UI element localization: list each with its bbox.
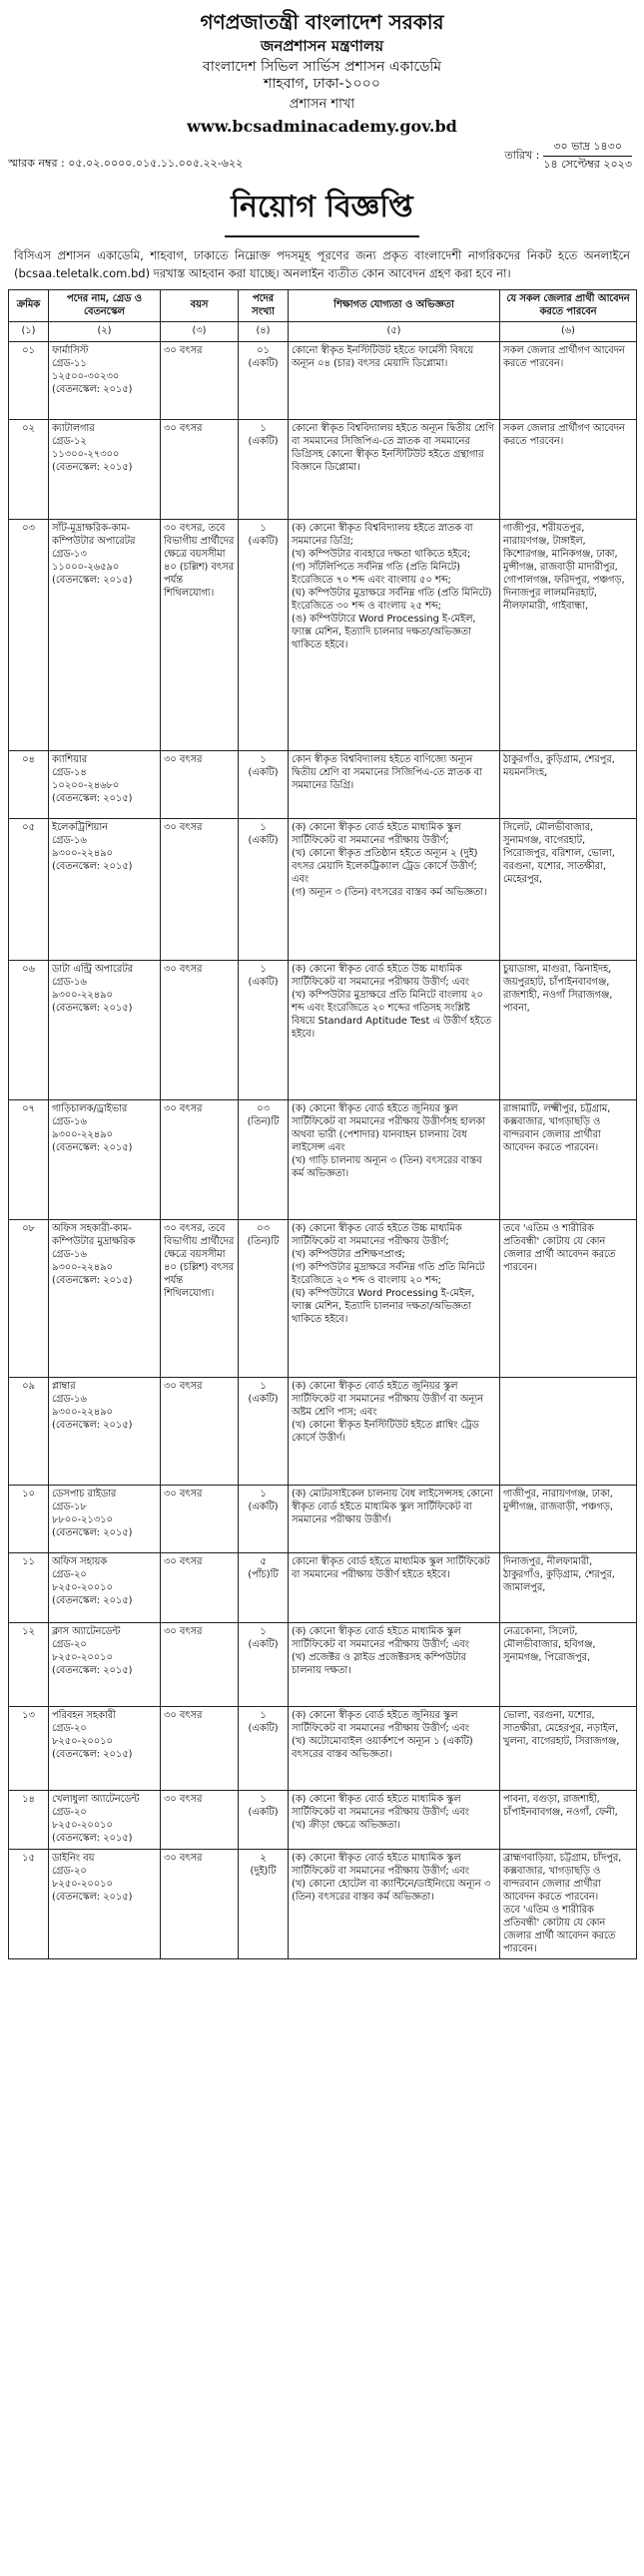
table-row bbox=[9, 420, 637, 520]
districts-cell bbox=[500, 1378, 637, 1486]
age-cell: ৩০ বৎসর bbox=[161, 1378, 239, 1486]
post-cell: ডাইনিং বয় গ্রেড-২০ ৮২৫০-২০০১০ (বেতনস্কেল: ২০১৫) bbox=[49, 1850, 161, 1959]
table-row bbox=[9, 1220, 637, 1378]
academy-address: শাহবাগ, ঢাকা-১০০০ bbox=[264, 76, 380, 93]
districts-cell: ভোলা, বরগুনা, যশোর, সাতক্ষীরা, মেহেরপুর, নড়াইল, খুলনা, বাগেরহাট, সিরাজগঞ্জ, bbox=[500, 1707, 637, 1791]
age-cell: ৩০ বৎসর, তবে বিভাগীয় প্রার্থীদের ক্ষেত্রে বয়সসীমা ৪০ (চল্লিশ) বৎসর পর্যন্ত শিথিলযোগ্য। bbox=[161, 520, 239, 751]
qualification-cell: (ক) কোনো স্বীকৃত বোর্ড হইতে মাধ্যমিক স্কুল সার্টিফিকেট বা সমমানের পরীক্ষায় উত্তীর্ণ; (খ) কোনো স্বীকৃত প্রতিষ্ঠান হইতে অন্যূন ২ (দুই) বৎসর মেয়াদি ইলেকট্রিক্যাল ট্রেড কোর্সে উত্তীর্ণ; এবং (গ) অন্যূন ৩ (তিন) বৎসরের বাস্তব কর্ম অভিজ্ঞতা। bbox=[289, 819, 500, 961]
date-label: তারিখ : bbox=[504, 148, 540, 162]
post-cell: ক্যাশিয়ার গ্রেড-১৪ ১০২০০-২৪৬৮০ (বেতনস্কেল: ২০১৫) bbox=[49, 751, 161, 819]
post-count-cell: ১ (একটি) bbox=[239, 420, 289, 520]
districts-cell: ঠাকুরগাঁও, কুড়িগ্রাম, শেরপুর, ময়মনসিংহ, bbox=[500, 751, 637, 819]
ministry-name: জনপ্রশাসন মন্ত্রণালয় bbox=[260, 37, 384, 55]
table-row bbox=[9, 1707, 637, 1791]
serial-cell: ১০ bbox=[9, 1486, 49, 1553]
table-row bbox=[9, 520, 637, 751]
districts-cell: দিনাজপুর, নীলফামারী, ঠাকুরগাঁও, কুড়িগ্রাম, শেরপুর, জামালপুর, bbox=[500, 1553, 637, 1623]
post-cell: প্লাম্বার গ্রেড-১৬ ৯৩০০-২২৪৯০ (বেতনস্কেল: ২০১৫) bbox=[49, 1378, 161, 1486]
post-count-cell: ৫ (পাঁচ)টি bbox=[239, 1553, 289, 1623]
post-cell: অফিস সহায়ক গ্রেড-২০ ৮২৫০-২০০১০ (বেতনস্কেল: ২০১৫) bbox=[49, 1553, 161, 1623]
serial-cell: ১৪ bbox=[9, 1791, 49, 1850]
table-row bbox=[9, 751, 637, 819]
date-english: ১৪ সেপ্টেম্বর ২০২৩ bbox=[543, 157, 632, 171]
col-header-serial: ক্রমিক bbox=[9, 289, 49, 322]
serial-cell: ১৩ bbox=[9, 1707, 49, 1791]
qualification-cell: (ক) মোটরসাইকেল চালনায় বৈধ লাইসেন্সসহ কোনো স্বীকৃত বোর্ড হইতে মাধ্যমিক স্কুল সার্টিফিকেট বা সমমানের পরীক্ষায় উত্তীর্ণ। bbox=[289, 1486, 500, 1553]
age-cell: ৩০ বৎসর bbox=[161, 819, 239, 961]
qualification-cell: (ক) কোনো স্বীকৃত বোর্ড হইতে মাধ্যমিক স্কুল সার্টিফিকেট বা সমমানের পরীক্ষায় উত্তীর্ণ; এবং (খ) কোনো হোটেল বা ক্যান্টিনে/ডাইনিংয়ে অন্যূন ৩ (তিন) বৎসরের বাস্তব কর্ম অভিজ্ঞতা। bbox=[289, 1850, 500, 1959]
col-number: (২) bbox=[49, 322, 161, 342]
post-count-cell: ১ (একটি) bbox=[239, 1791, 289, 1850]
serial-cell: ০৯ bbox=[9, 1378, 49, 1486]
post-count-cell: ০৩ (তিন)টি bbox=[239, 1220, 289, 1378]
age-cell: ৩০ বৎসর bbox=[161, 1100, 239, 1220]
age-cell: ৩০ বৎসর bbox=[161, 961, 239, 1100]
districts-cell: পাবনা, বগুড়া, রাজশাহী, চাঁপাইনবাবগঞ্জ, নওগাঁ, ফেনী, bbox=[500, 1791, 637, 1850]
serial-cell: ০৬ bbox=[9, 961, 49, 1100]
qualification-cell: (ক) কোনো স্বীকৃত বোর্ড হইতে উচ্চ মাধ্যমিক সার্টিফিকেট বা সমমানের পরীক্ষায় উত্তীর্ণ; এবং (খ) কম্পিউটার মুদ্রাক্ষরে প্রতি মিনিটে বাংলায় ২০ শব্দ এবং ইংরেজিতে ২০ শব্দের গতিসহ সংশ্লিষ্ট বিষয়ে Standard Aptitude Test এ উত্তীর্ণ হইতে হইবে। bbox=[289, 961, 500, 1100]
post-cell: ক্যাটালগার গ্রেড-১২ ১১৩০০-২৭৩০০ (বেতনস্কেল: ২০১৫) bbox=[49, 420, 161, 520]
post-cell: সাঁট-মুদ্রাক্ষরিক-কাম-কম্পিউটার অপারেটর গ্রেড-১৩ ১১০০০-২৬৫৯০ (বেতনস্কেল: ২০১৫) bbox=[49, 520, 161, 751]
post-cell: ডাটা এন্ট্রি অপারেটর গ্রেড-১৬ ৯৩০০-২২৪৯০ (বেতনস্কেল: ২০১৫) bbox=[49, 961, 161, 1100]
post-count-cell: ১ (একটি) bbox=[239, 819, 289, 961]
districts-cell: ব্রাহ্মণবাড়িয়া, চট্টগ্রাম, চাঁদপুর, কক্সবাজার, খাগড়াছড়ি ও বান্দরবান জেলার প্রার্থীরা আবেদন করতে পারবেন। তবে 'এতিম ও শারীরিক প্রতিবন্ধী' কোটায় যে কোন জেলার প্রার্থী আবেদন করতে পারবেন। bbox=[500, 1850, 637, 1959]
job-table bbox=[8, 289, 637, 1960]
date-bangla: ৩০ ভাদ্র ১৪৩০ bbox=[543, 139, 632, 157]
col-number: (১) bbox=[9, 322, 49, 342]
districts-cell: নেত্রকোনা, সিলেট, মৌলভীবাজার, হবিগঞ্জ, সুনামগঞ্জ, পিরোজপুর, bbox=[500, 1623, 637, 1707]
table-row bbox=[9, 1100, 637, 1220]
post-cell: পরিবহন সহকারী গ্রেড-২০ ৮২৫০-২০০১০ (বেতনস্কেল: ২০১৫) bbox=[49, 1707, 161, 1791]
col-header-age: বয়স bbox=[161, 289, 239, 322]
letterhead bbox=[8, 10, 636, 137]
table-row bbox=[9, 342, 637, 420]
branch-name: প্রশাসন শাখা bbox=[289, 96, 355, 112]
qualification-cell: (ক) কোনো স্বীকৃত বোর্ড হইতে মাধ্যমিক স্কুল সার্টিফিকেট বা সমমানের পরীক্ষায় উত্তীর্ণ; এবং (খ) প্রজেক্টর ও স্লাইড প্রজেক্টরসহ কম্পিউটার চালনায় দক্ষতা। bbox=[289, 1623, 500, 1707]
serial-cell: ১২ bbox=[9, 1623, 49, 1707]
age-cell: ৩০ বৎসর bbox=[161, 1486, 239, 1553]
districts-cell: গাজীপুর, নারায়ণগঞ্জ, ঢাকা, মুন্সীগঞ্জ, রাজবাড়ী, পঞ্চগড়, bbox=[500, 1486, 637, 1553]
serial-cell: ০৫ bbox=[9, 819, 49, 961]
districts-cell: গাজীপুর, শরীয়তপুর, নারায়ণগঞ্জ, টাঙ্গাইল, কিশোরগঞ্জ, মানিকগঞ্জ, ঢাকা, মুন্সীগঞ্জ, রাজবাড়ী মাদারীপুর, গোপালগঞ্জ, ফরিদপুর, পঞ্চগড়, দিনাজপুর লালমনিরহাট, নীলফামারী, গাইবান্ধা, bbox=[500, 520, 637, 751]
qualification-cell: কোনো স্বীকৃত ইনস্টিটিউট হইতে ফার্মেসী বিষয়ে অন্যূন ০৪ (চার) বৎসর মেয়াদি ডিপ্লোমা। bbox=[289, 342, 500, 420]
age-cell: ৩০ বৎসর bbox=[161, 1850, 239, 1959]
post-count-cell: ০৩ (তিন)টি bbox=[239, 1100, 289, 1220]
reference-row bbox=[8, 139, 636, 179]
website-url[interactable]: www.bcsadminacademy.gov.bd bbox=[187, 117, 457, 136]
post-count-cell: ১ (একটি) bbox=[239, 1486, 289, 1553]
post-cell: ডেসপাচ রাইডার গ্রেড-১৮ ৮৮০০-২১৩১০ (বেতনস্কেল: ২০১৫) bbox=[49, 1486, 161, 1553]
col-header-qualification: শিক্ষাগত যোগ্যতা ও অভিজ্ঞতা bbox=[289, 289, 500, 322]
table-row bbox=[9, 961, 637, 1100]
post-count-cell: ১ (একটি) bbox=[239, 1378, 289, 1486]
serial-cell: ১১ bbox=[9, 1553, 49, 1623]
post-cell: ক্লাস অ্যাটেনডেন্ট গ্রেড-২০ ৮২৫০-২০০১০ (বেতনস্কেল: ২০১৫) bbox=[49, 1623, 161, 1707]
col-number: (৩) bbox=[161, 322, 239, 342]
districts-cell: তবে 'এতিম ও শারীরিক প্রতিবন্ধী' কোটায় যে কোন জেলার প্রার্থী আবেদন করতে পারবেন। bbox=[500, 1220, 637, 1378]
memo-number: স্মারক নম্বর : ০৫.০২.০০০০.০১৫.১১.০০৫.২২-৬২২ bbox=[8, 157, 244, 170]
qualification-cell: (ক) কোনো স্বীকৃত বিশ্ববিদ্যালয় হইতে স্নাতক বা সমমানের ডিগ্রি; (খ) কম্পিউটার ব্যবহারে দক্ষতা থাকিতে হইবে; (গ) সাঁটলিপিতে সর্বনিম্ন গতি (প্রতি মিনিটে) ইংরেজিতে ৭০ শব্দ এবং বাংলায় ৫০ শব্দ; (ঘ) কম্পিউটার মুদ্রাক্ষরে সর্বনিম্ন গতি (প্রতি মিনিটে) ইংরেজিতে ৩০ শব্দ ও বাংলায় ২৫ শব্দ; (ঙ) কম্পিউটারে Word Processing ই-মেইল, ফ্যাক্স মেশিন, ইত্যাদি চালনার দক্ষতা/অভিজ্ঞতা থাকিতে হইবে। bbox=[289, 520, 500, 751]
notice-intro: বিসিএস প্রশাসন একাডেমি, শাহবাগ, ঢাকাতে নিম্নোক্ত পদসমূহ পূরণের জন্য প্রকৃত বাংলাদেশী নাগরিকদের নিকট হতে অনলাইনে (bcsaa.teletalk.com.bd) দরখাস্ত আহবান করা যাচ্ছে। অনলাইন ব্যতীত কোন আবেদন গ্রহণ করা হবে না। bbox=[14, 248, 630, 280]
col-number: (৬) bbox=[500, 322, 637, 342]
qualification-cell: কোন স্বীকৃত বিশ্ববিদ্যালয় হইতে বাণিজ্যে অন্যূন দ্বিতীয় শ্রেণি বা সমমানের সিজিপিএ-তে স্নাতক বা সমমানের ডিগ্রি। bbox=[289, 751, 500, 819]
post-cell: গাড়িচালক/ড্রাইভার গ্রেড-১৬ ৯৩০০-২২৪৯০ (বেতনস্কেল: ২০১৫) bbox=[49, 1100, 161, 1220]
col-number: (৪) bbox=[239, 322, 289, 342]
col-header-count: পদের সংখ্যা bbox=[239, 289, 289, 322]
column-number-row bbox=[9, 322, 637, 342]
age-cell: ৩০ বৎসর bbox=[161, 751, 239, 819]
qualification-cell: (ক) কোনো স্বীকৃত বোর্ড হইতে মাধ্যমিক স্কুল সার্টিফিকেট বা সমমানের পরীক্ষায় উত্তীর্ণ; এবং (খ) ক্রীড়া ক্ষেত্রে অভিজ্ঞতা। bbox=[289, 1791, 500, 1850]
post-count-cell: ১ (একটি) bbox=[239, 1623, 289, 1707]
academy-name: বাংলাদেশ সিভিল সার্ভিস প্রশাসন একাডেমি bbox=[202, 58, 442, 75]
table-row bbox=[9, 1486, 637, 1553]
age-cell: ৩০ বৎসর, তবে বিভাগীয় প্রার্থীদের ক্ষেত্রে বয়সসীমা ৪০ (চল্লিশ) বৎসর পর্যন্ত শিথিলযোগ্য। bbox=[161, 1220, 239, 1378]
qualification-cell: (ক) কোনো স্বীকৃত বোর্ড হইতে জুনিয়র স্কুল সার্টিফিকেট বা সমমানের পরীক্ষায় উত্তীর্ণ; এবং (খ) অটোমোবাইল ওয়ার্কশপে অন্যূন ১ (একটি) বৎসরের বাস্তব অভিজ্ঞতা। bbox=[289, 1707, 500, 1791]
post-cell: অফিস সহকারী-কাম-কম্পিউটার মুদ্রাক্ষরিক গ্রেড-১৬ ৯৩০০-২২৪৯০ (বেতনস্কেল: ২০১৫) bbox=[49, 1220, 161, 1378]
table-row bbox=[9, 1553, 637, 1623]
table-header-row bbox=[9, 289, 637, 322]
col-header-districts: যে সকল জেলার প্রার্থী আবেদন করতে পারবেন bbox=[500, 289, 637, 322]
qualification-cell: (ক) কোনো স্বীকৃত বোর্ড হইতে জুনিয়র স্কুল সার্টিফিকেট বা সমমানের পরীক্ষায় উত্তীর্ণ বা অন্যূন অষ্টম শ্রেণি পাস; এবং (খ) কোনো স্বীকৃত ইনস্টিটিউট হইতে প্লাম্বিং ট্রেড কোর্সে উত্তীর্ণ। bbox=[289, 1378, 500, 1486]
age-cell: ৩০ বৎসর bbox=[161, 1553, 239, 1623]
qualification-cell: (ক) কোনো স্বীকৃত বোর্ড হইতে জুনিয়র স্কুল সার্টিফিকেট বা সমমানের পরীক্ষায় উত্তীর্ণসহ হালকা অথবা ভারী (পেশাদার) যানবাহন চালনায় বৈধ লাইসেন্স এবং (খ) গাড়ি চালনায় অন্যূন ৩ (তিন) বৎসরের বাস্তব কর্ম অভিজ্ঞতা। bbox=[289, 1100, 500, 1220]
serial-cell: ১৫ bbox=[9, 1850, 49, 1959]
age-cell: ৩০ বৎসর bbox=[161, 1623, 239, 1707]
government-name: গণপ্রজাতন্ত্রী বাংলাদেশ সরকার bbox=[200, 10, 444, 34]
qualification-cell: কোনো স্বীকৃত বোর্ড হইতে মাধ্যমিক স্কুল সার্টিফিকেট বা সমমানের পরীক্ষায় উত্তীর্ণ হইতে হইবে। bbox=[289, 1553, 500, 1623]
post-count-cell: ১ (একটি) bbox=[239, 520, 289, 751]
col-header-post: পদের নাম, গ্রেড ও বেতনস্কেল bbox=[49, 289, 161, 322]
districts-cell: সিলেট, মৌলভীবাজার, সুনামগঞ্জ, বাগেরহাট, পিরোজপুর, বরিশাল, ভোলা, বরগুনা, যশোর, সাতক্ষীরা, মেহেরপুর, bbox=[500, 819, 637, 961]
post-count-cell: ১ (একটি) bbox=[239, 1707, 289, 1791]
age-cell: ৩০ বৎসর bbox=[161, 342, 239, 420]
districts-cell: রাঙ্গামাটি, লক্ষ্মীপুর, চট্টগ্রাম, কক্সবাজার, খাগড়াছড়ি ও বান্দরবান জেলার প্রার্থীরা আবেদন করতে পারবেন। bbox=[500, 1100, 637, 1220]
post-cell: ফার্মাসিস্ট গ্রেড-১১ ১২৫০০-৩০২৩০ (বেতনস্কেল: ২০১৫) bbox=[49, 342, 161, 420]
table-row bbox=[9, 1623, 637, 1707]
post-count-cell: ১ (একটি) bbox=[239, 751, 289, 819]
table-row bbox=[9, 819, 637, 961]
serial-cell: ০৮ bbox=[9, 1220, 49, 1378]
districts-cell: সকল জেলার প্রার্থীগণ আবেদন করতে পারবেন। bbox=[500, 420, 637, 520]
serial-cell: ০১ bbox=[9, 342, 49, 420]
table-row bbox=[9, 1791, 637, 1850]
serial-cell: ০২ bbox=[9, 420, 49, 520]
post-cell: খেলাধুলা অ্যাটেনডেন্ট গ্রেড-২০ ৮২৫০-২০০১০ (বেতনস্কেল: ২০১৫) bbox=[49, 1791, 161, 1850]
post-count-cell: ১ (একটি) bbox=[239, 961, 289, 1100]
age-cell: ৩০ বৎসর bbox=[161, 1791, 239, 1850]
districts-cell: সকল জেলার প্রার্থীগণ আবেদন করতে পারবেন। bbox=[500, 342, 637, 420]
date-block bbox=[504, 139, 632, 173]
post-cell: ইলেকট্রিশিয়ান গ্রেড-১৬ ৯৩০০-২২৪৯০ (বেতনস্কেল: ২০১৫) bbox=[49, 819, 161, 961]
table-row bbox=[9, 1378, 637, 1486]
post-count-cell: ০১ (একটি) bbox=[239, 342, 289, 420]
serial-cell: ০৪ bbox=[9, 751, 49, 819]
post-count-cell: ২ (দুই)টি bbox=[239, 1850, 289, 1959]
age-cell: ৩০ বৎসর bbox=[161, 1707, 239, 1791]
qualification-cell: কোনো স্বীকৃত বিশ্ববিদ্যালয় হইতে অন্যূন দ্বিতীয় শ্রেণি বা সমমানের সিজিপিএ-তে স্নাতক বা সমমানের ডিগ্রিসহ কোনো স্বীকৃত ইনস্টিটিউট হইতে গ্রন্থাগার বিজ্ঞানে ডিপ্লোমা। bbox=[289, 420, 500, 520]
notice-title: নিয়োগ বিজ্ঞপ্তি bbox=[225, 183, 418, 237]
districts-cell: চুয়াডাঙ্গা, মাগুরা, ঝিনাইদহ, জয়পুরহাট, চাঁপাইনবাবগঞ্জ, রাজশাহী, নওগাঁ সিরাজগঞ্জ, পাবনা, bbox=[500, 961, 637, 1100]
qualification-cell: (ক) কোনো স্বীকৃত বোর্ড হইতে উচ্চ মাধ্যমিক সার্টিফিকেট বা সমমানের পরীক্ষায় উত্তীর্ণ; (খ) কম্পিউটার প্রশিক্ষণপ্রাপ্ত; (গ) কম্পিউটার মুদ্রাক্ষরে সর্বনিম্ন গতি প্রতি মিনিটে ইংরেজিতে ২০ শব্দ ও বাংলায় ২০ শব্দ; (ঘ) কম্পিউটারে Word Processing ই-মেইল, ফ্যাক্স মেশিন, ইত্যাদি চালনার দক্ষতা/অভিজ্ঞতা থাকিতে হইবে। bbox=[289, 1220, 500, 1378]
serial-cell: ০৩ bbox=[9, 520, 49, 751]
age-cell: ৩০ বৎসর bbox=[161, 420, 239, 520]
col-number: (৫) bbox=[289, 322, 500, 342]
table-row bbox=[9, 1850, 637, 1959]
serial-cell: ০৭ bbox=[9, 1100, 49, 1220]
